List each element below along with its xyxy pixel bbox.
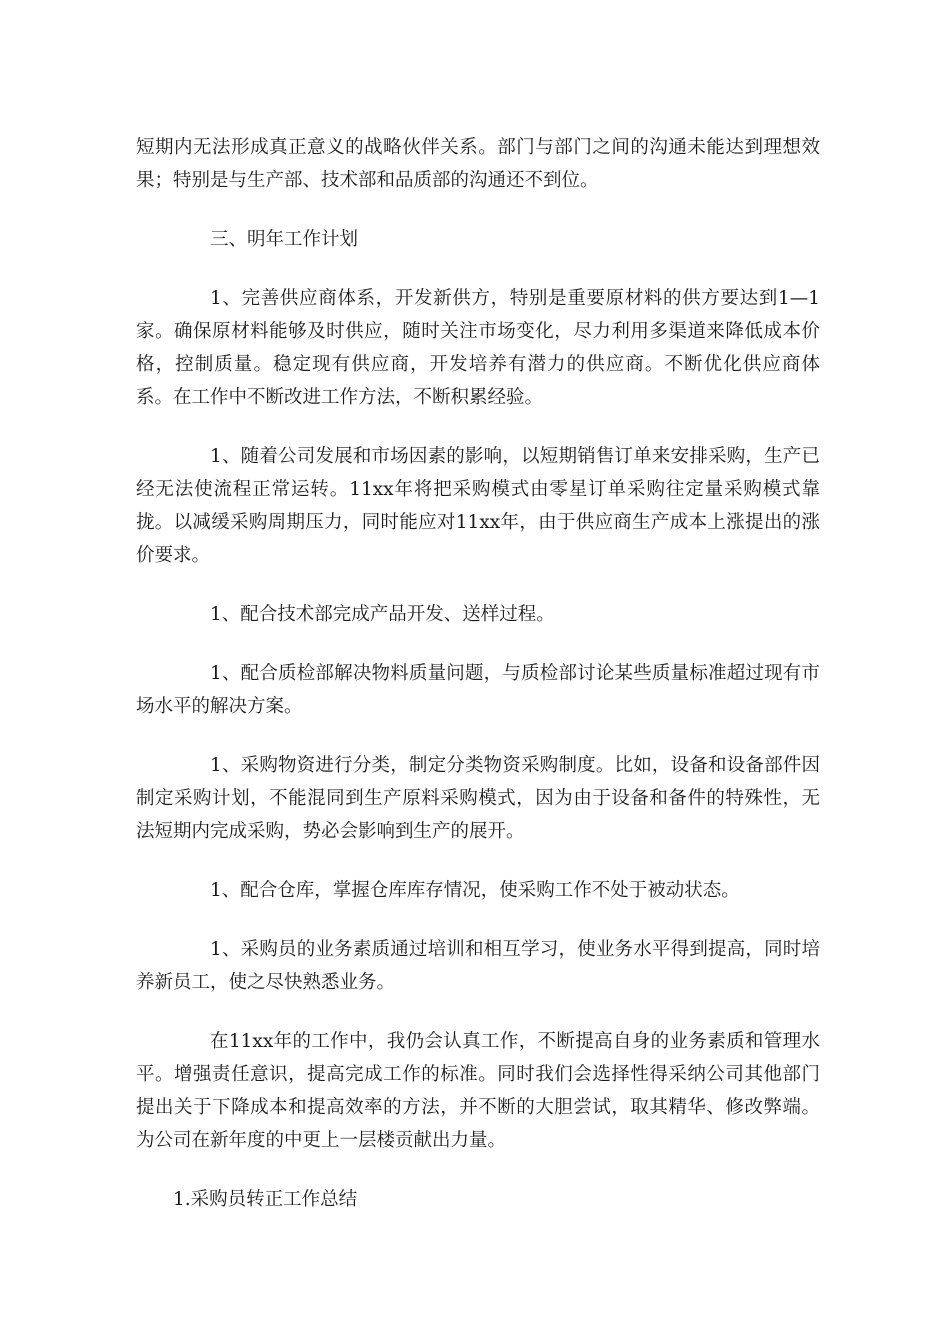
plan-item-4: 1、配合质检部解决物料质量问题，与质检部讨论某些质量标准超过现有市场水平的解决方案。 [136,663,820,717]
plan-item-1: 1、完善供应商体系，开发新供方，特别是重要原材料的供方要达到1—1家。确保原材料能够及时供应，随时关注市场变化，尽力利用多渠道来降低成本价格，控制质量。稳定现有供应商，开发培养有潜力的供应商。不断优化供应商体系。在工作中不断改进工作方法，不断积累经验。 [136,288,820,408]
continuation-paragraph: 短期内无法形成真正意义的战略伙伴关系。部门与部门之间的沟通未能达到理想效果；特别是与生产部、技术部和品质部的沟通还不到位。 [136,137,820,191]
plan-item-5: 1、采购物资进行分类，制定分类物资采购制度。比如，设备和设备部件因制定采购计划，不能混同到生产原料采购模式，因为由于设备和备件的特殊性，无法短期内完成采购，势必会影响到生产的展开。 [136,755,820,842]
section-heading: 三、明年工作计划 [210,229,359,250]
plan-item-6: 1、配合仓库，掌握仓库库存情况，使采购工作不处于被动状态。 [210,880,740,901]
plan-item-7: 1、采购员的业务素质通过培训和相互学习，使业务水平得到提高，同时培养新员工，使之尽快熟悉业务。 [136,939,820,993]
related-title-link[interactable]: 1.采购员转正工作总结 [173,1189,358,1210]
plan-item-2: 1、随着公司发展和市场因素的影响，以短期销售订单来安排采购，生产已经无法使流程正常运转。11xx年将把采购模式由零星订单采购往定量采购模式靠拢。以减缓采购周期压力，同时能应对11xx年，由于供应商生产成本上涨提出的涨价要求。 [136,446,820,566]
plan-item-3: 1、配合技术部完成产品开发、送样过程。 [210,604,555,625]
closing-paragraph: 在11xx年的工作中，我仍会认真工作，不断提高自身的业务素质和管理水平。增强责任意识，提高完成工作的标准。同时我们会选择性得采纳公司其他部门提出关于下降成本和提高效率的方法，并不断的大胆尝试，取其精华、修改弊端。为公司在新年度的中更上一层楼贡献出力量。 [136,1031,820,1151]
document-page [136,131,820,1216]
